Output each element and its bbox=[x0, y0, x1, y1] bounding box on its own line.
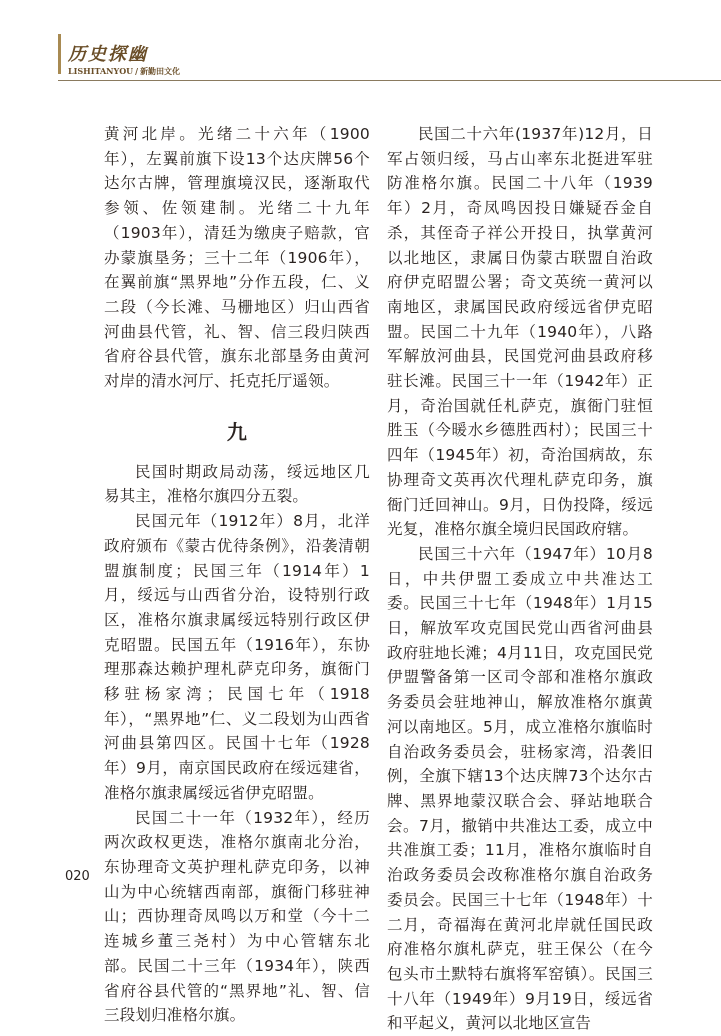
header-subtitle-cn: 新勤田文化 bbox=[140, 66, 181, 76]
left-paragraph-4: 民国二十一年（1932年），经历两次政权更迭，准格尔旗南北分治，东协理奇文英护理札萨克印务，以神山为中心统辖西南部，旗衙门移驻神山；西协理奇凤鸣以万和堂（今十二连城乡董三尧村）为中心管辖东北部。民国二十三年（1934年），陕西省府谷县代管的“黑界地”礼、智、信三段划归准格尔旗。 bbox=[104, 808, 370, 1025]
right-column bbox=[387, 122, 653, 1036]
right-paragraph-2: 民国三十六年（1947年）10月8日，中共伊盟工委成立中共准达工委。民国三十七年（1948年）1月15日，解放军攻克国民党山西省河曲县政府驻地长滩；4月11日，攻克国民党伊盟警备第一区司令部和准格尔旗政务委员会驻地神山，解放准格尔旗黄河以南地区。5月，成立准格尔旗临时自治政务委员会，驻杨家湾，沿袭旧例，全旗下辖13个达庆牌73个达尔古牌、黑界地蒙汉联合会、驿站地联合会。7月，撤销中共准达工委，成立中共准旗工委；11月，准格尔旗临时自治政务委员会改称准格尔旗自治政务委员会。民国三十七年（1948年）十二月，奇福海在黄河北岸就任国民政府准格尔旗札萨克，驻王保公（在今包头市土默特右旗将军窑镇）。民国三十八年（1949年）9月19日，绥远省和平起义，黄河以北地区宣告 bbox=[387, 544, 653, 1033]
header-subtitle bbox=[68, 66, 180, 77]
header-subtitle-sep: / bbox=[135, 66, 139, 76]
header-rule bbox=[58, 80, 721, 81]
left-paragraph-1: 黄河北岸。光绪二十六年（1900年），左翼前旗下设13个达庆牌56个达尔古牌，管理旗境汉民，逐渐取代参领、佐领建制。光绪二十九年（1903年），清廷为缴庚子赔款，官办蒙旗垦务；三十二年（1906年），在翼前旗“黑界地”分作五段，仁、义二段（今长滩、马栅地区）归山西省河曲县代管，礼、智、信三段归陕西省府谷县代管，旗东北部垦务由黄河对岸的清水河厅、托克托厅遥领。 bbox=[104, 125, 370, 391]
left-paragraph-3: 民国元年（1912年）8月，北洋政府颁布《蒙古优待条例》，沿袭清朝盟旗制度；民国三年（1914年）1月，绥远与山西省分治，设特别行政区，准格尔旗隶属绥远特别行政区伊克昭盟。民国五年（1916年），东协理那森达赖护理札萨克印务，旗衙门移驻杨家湾；民国七年（1918年），“黑界地”仁、义二段划为山西省河曲县第四区。民国十七年（1928年）9月，南京国民政府在绥远建省，准格尔旗隶属绥远省伊克昭盟。 bbox=[104, 512, 370, 802]
page-header bbox=[0, 0, 721, 92]
header-subtitle-latin: LISHITANYOU bbox=[68, 66, 134, 76]
header-title: 历史探幽 bbox=[68, 44, 148, 65]
header-decoration bbox=[58, 34, 61, 74]
right-paragraph-1: 民国二十六年(1937年)12月，日军占领归绥，马占山率东北挺进军驻防准格尔旗。民国二十八年（1939年）2月，奇凤鸣因投日嫌疑吞金自杀，其侄奇子祥公开投日，执掌黄河以北地区，隶属日伪蒙古联盟自治政府伊克昭盟公署；奇文英统一黄河以南地区，隶属国民政府绥远省伊克昭盟。民国二十九年（1940年），八路军解放河曲县，民国党河曲县政府移驻长滩。民国三十一年（1942年）正月，奇治国就任札萨克，旗衙门驻恒胜玉（今暖水乡德胜西村）；民国三十四年（1945年）初，奇治国病故，东协理奇文英再次代理札萨克印务，旗衙门迁回神山。9月，日伪投降，绥远光复，准格尔旗全境归民国政府辖。 bbox=[387, 125, 653, 539]
section-number: 九 bbox=[226, 419, 248, 444]
page-number: 020 bbox=[65, 869, 90, 884]
left-column bbox=[104, 122, 370, 1028]
left-paragraph-2: 民国时期政局动荡，绥远地区几易其主，准格尔旗四分五裂。 bbox=[104, 462, 370, 506]
